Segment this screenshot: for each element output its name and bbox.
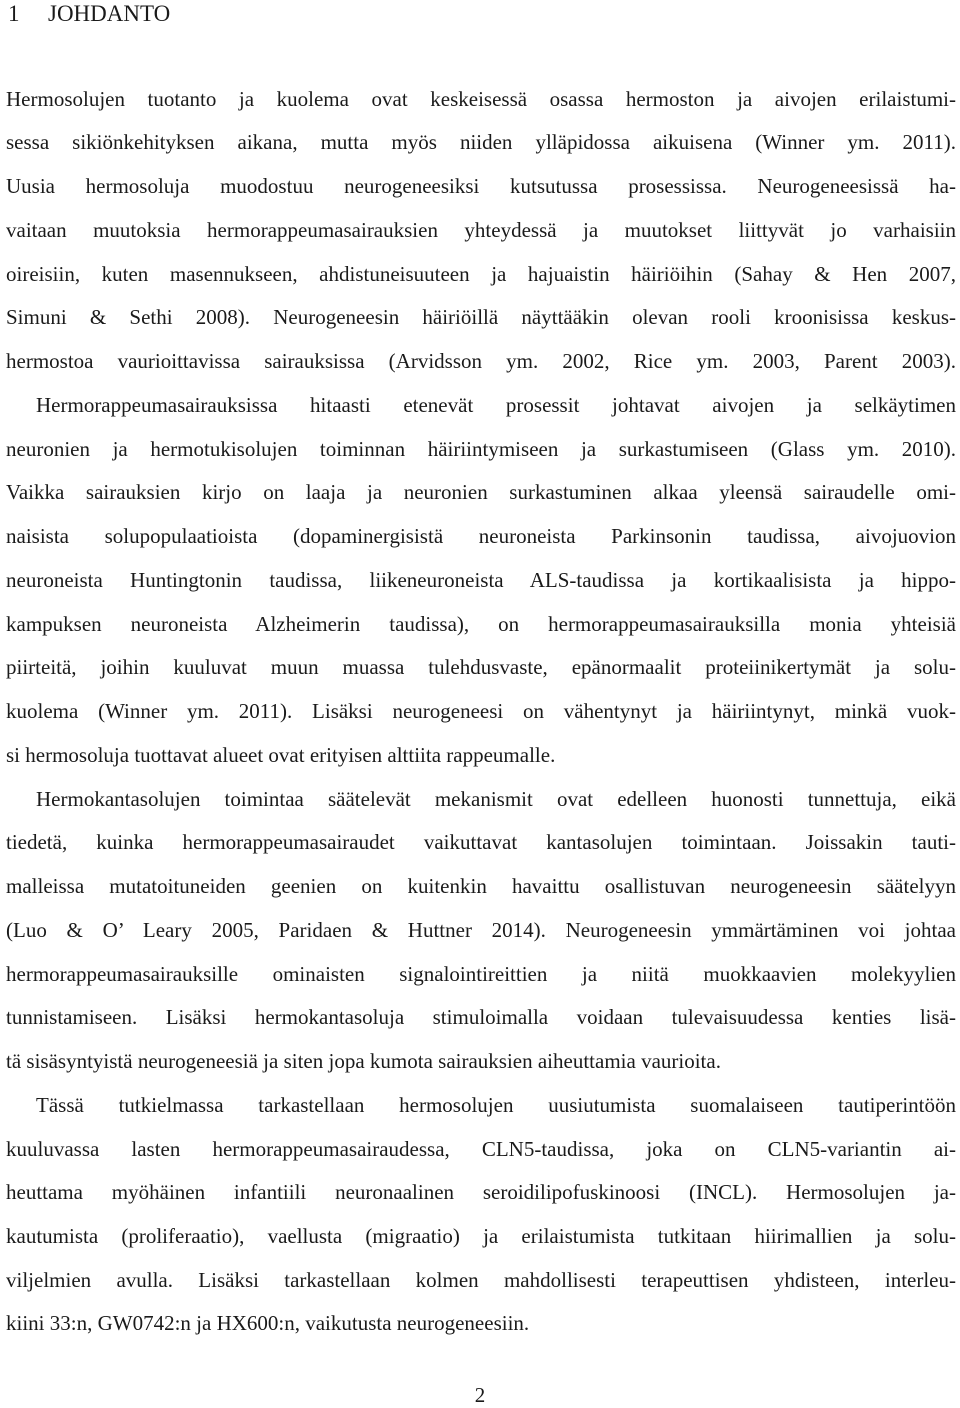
text-line: hermostoa vaurioittavissa sairauksissa (Arvidsson ym. 2002, Rice ym. 2003, Parent 2003). [6, 349, 956, 373]
text-line: kampuksen neuroneista Alzheimerin taudissa), on hermorappeumasairauksilla monia yhteisiä [6, 612, 956, 636]
text-line: tä sisäsyntyistä neurogeneesiä ja siten jopa kumota sairauksien aiheuttamia vaurioita. [6, 1049, 721, 1073]
text-line: vaitaan muutoksia hermorappeumasairauksien yhteydessä ja muutokset liittyvät jo varhaisiin [6, 218, 956, 242]
section-heading [8, 0, 170, 28]
text-line: si hermosoluja tuottavat alueet ovat erityisen alttiita rappeumalle. [6, 743, 556, 767]
text-line: Hermosolujen tuotanto ja kuolema ovat keskeisessä osassa hermoston ja aivojen erilaistumi- [6, 87, 956, 111]
page-number: 2 [474, 1383, 486, 1407]
text-line: tiedetä, kuinka hermorappeumasairaudet vaikuttavat kantasolujen toimintaan. Joissakin tauti- [6, 830, 956, 854]
text-line: Tässä tutkielmassa tarkastellaan hermosolujen uusiutumista suomalaiseen tautiperintöön [36, 1093, 956, 1117]
text-line: Uusia hermosoluja muodostuu neurogeneesiksi kutsutussa prosessissa. Neurogeneesissä ha- [6, 174, 956, 198]
text-line: kuuluvassa lasten hermorappeumasairaudessa, CLN5-taudissa, joka on CLN5-variantin ai- [6, 1137, 956, 1161]
text-line: Simuni & Sethi 2008). Neurogeneesin häiriöillä näyttääkin olevan rooli kroonisissa keskus- [6, 305, 956, 329]
section-number: 1 [8, 1, 20, 26]
text-line: hermorappeumasairauksille ominaisten signalointireittien ja niitä muokkaavien molekyylien [6, 962, 956, 986]
section-title: JOHDANTO [48, 1, 171, 26]
text-line: kiini 33:n, GW0742:n ja HX600:n, vaikutusta neurogeneesiin. [6, 1311, 530, 1335]
text-line: neuronien ja hermotukisolujen toiminnan häiriintymiseen ja surkastumiseen (Glass ym. 2010). [6, 437, 956, 461]
text-line: kautumista (proliferaatio), vaellusta (migraatio) ja erilaistumista tutkitaan hiirimallien ja solu- [6, 1224, 956, 1248]
text-line: sessa sikiönkehityksen aikana, mutta myös niiden ylläpidossa aikuisena (Winner ym. 2011). [6, 130, 956, 154]
text-line: Hermokantasolujen toimintaa säätelevät mekanismit ovat edelleen huonosti tunnettuja, eikä [36, 787, 956, 811]
text-line: heuttama myöhäinen infantiili neuronaalinen seroidilipofuskinoosi (INCL). Hermosolujen ja- [6, 1180, 956, 1204]
text-line: tunnistamiseen. Lisäksi hermokantasoluja stimuloimalla voidaan tulevaisuudessa kenties lisä- [6, 1005, 956, 1029]
text-line: neuroneista Huntingtonin taudissa, liikeneuroneista ALS-taudissa ja kortikaalisista ja hippo- [6, 568, 956, 592]
text-line: piirteitä, joihin kuuluvat muun muassa tulehdusvaste, epänormaalit proteiinikertymät ja solu- [6, 655, 956, 679]
text-line: oireisiin, kuten masennukseen, ahdistuneisuuteen ja hajuaistin häiriöihin (Sahay & Hen 2007, [6, 262, 956, 286]
text-line: (Luo & O’ Leary 2005, Paridaen & Huttner 2014). Neurogeneesin ymmärtäminen voi johtaa [6, 918, 956, 942]
text-line: Vaikka sairauksien kirjo on laaja ja neuronien surkastuminen alkaa yleensä sairaudelle omi- [6, 480, 956, 504]
text-line: naisista solupopulaatioista (dopaminergisistä neuroneista Parkinsonin taudissa, aivojuovion [6, 524, 956, 548]
text-line: Hermorappeumasairauksissa hitaasti etenevät prosessit johtavat aivojen ja selkäytimen [36, 393, 956, 417]
text-line: kuolema (Winner ym. 2011). Lisäksi neurogeneesi on vähentynyt ja häiriintynyt, minkä vuok- [6, 699, 956, 723]
text-line: malleissa mutatoituneiden geenien on kuitenkin havaittu osallistuvan neurogeneesin säätelyyn [6, 874, 956, 898]
text-line: viljelmien avulla. Lisäksi tarkastellaan kolmen mahdollisesti terapeuttisen yhdisteen, interleu- [6, 1268, 956, 1292]
